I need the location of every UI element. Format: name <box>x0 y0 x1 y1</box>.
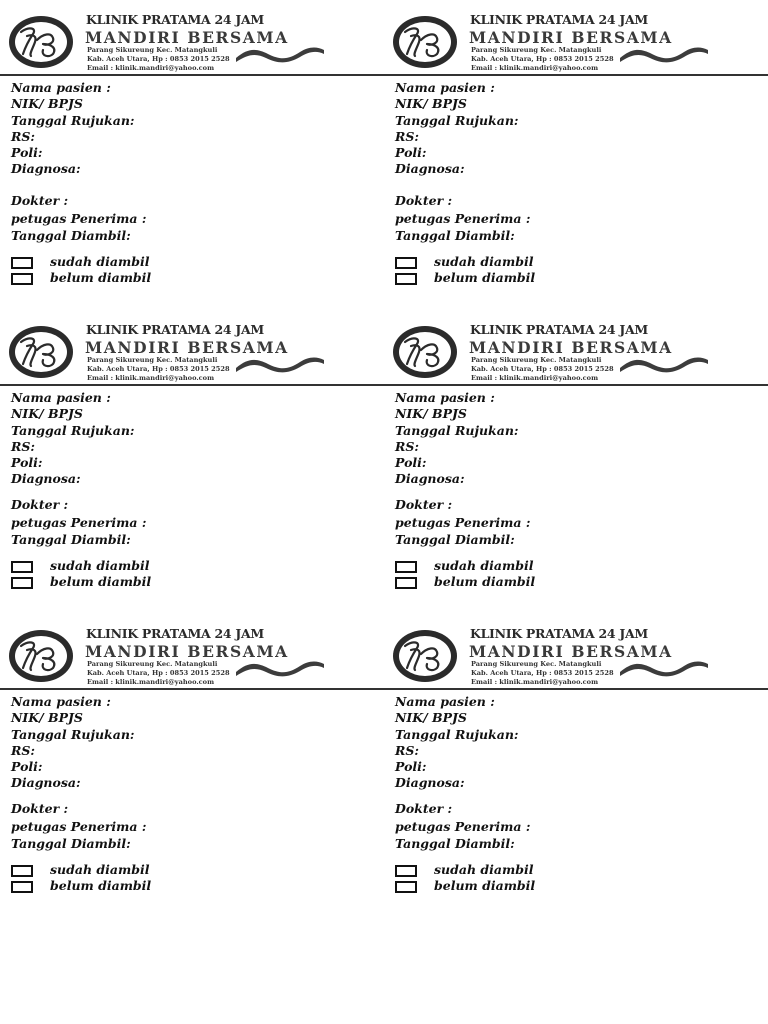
wave-decoration-icon <box>618 658 710 678</box>
contact-line: Kab. Aceh Utara, Hp : 0853 2015 2528 <box>471 669 614 677</box>
field-diagnosa[interactable]: Diagnosa: <box>395 161 465 176</box>
header-divider <box>0 74 384 76</box>
field-tanggal-rujukan[interactable]: Tanggal Rujukan: <box>11 423 135 438</box>
checkbox-belum-diambil[interactable] <box>395 881 417 893</box>
email-line: Email : klinik.mandiri@yahoo.com <box>471 64 599 72</box>
contact-line: Kab. Aceh Utara, Hp : 0853 2015 2528 <box>471 365 614 373</box>
field-petugas-penerima[interactable]: petugas Penerima : <box>395 211 531 226</box>
field-nik-bpjs[interactable]: NIK/ BPJS <box>11 406 83 421</box>
clinic-name: MANDIRI BERSAMA <box>85 642 289 661</box>
clinic-title: KLINIK PRATAMA 24 JAM <box>470 322 648 337</box>
label-sudah-diambil: sudah diambil <box>50 862 150 877</box>
field-poli[interactable]: Poli: <box>395 455 427 470</box>
wave-decoration-icon <box>618 354 710 374</box>
clinic-title: KLINIK PRATAMA 24 JAM <box>470 12 648 27</box>
address-line: Parang Sikureung Kec. Matangkuli <box>471 356 602 364</box>
field-dokter[interactable]: Dokter : <box>11 801 69 816</box>
label-belum-diambil: belum diambil <box>50 574 152 589</box>
field-diagnosa[interactable]: Diagnosa: <box>11 471 81 486</box>
field-petugas-penerima[interactable]: petugas Penerima : <box>11 211 147 226</box>
checkbox-sudah-diambil[interactable] <box>11 257 33 269</box>
header-divider <box>384 384 768 386</box>
clinic-title: KLINIK PRATAMA 24 JAM <box>470 626 648 641</box>
field-nama-pasien[interactable]: Nama pasien : <box>11 694 111 709</box>
field-tanggal-diambil[interactable]: Tanggal Diambil: <box>11 228 131 243</box>
address-line: Parang Sikureung Kec. Matangkuli <box>87 356 218 364</box>
clinic-header <box>0 0 384 74</box>
field-nik-bpjs[interactable]: NIK/ BPJS <box>11 710 83 725</box>
field-tanggal-rujukan[interactable]: Tanggal Rujukan: <box>395 727 519 742</box>
clinic-name: MANDIRI BERSAMA <box>85 338 289 357</box>
field-diagnosa[interactable]: Diagnosa: <box>11 775 81 790</box>
field-nama-pasien[interactable]: Nama pasien : <box>11 80 111 95</box>
checkbox-sudah-diambil[interactable] <box>11 865 33 877</box>
referral-card <box>0 310 384 614</box>
checkbox-belum-diambil[interactable] <box>11 881 33 893</box>
field-tanggal-rujukan[interactable]: Tanggal Rujukan: <box>11 113 135 128</box>
email-line: Email : klinik.mandiri@yahoo.com <box>87 678 215 686</box>
field-tanggal-rujukan[interactable]: Tanggal Rujukan: <box>395 423 519 438</box>
contact-line: Kab. Aceh Utara, Hp : 0853 2015 2528 <box>87 669 230 677</box>
label-sudah-diambil: sudah diambil <box>434 862 534 877</box>
field-dokter[interactable]: Dokter : <box>395 193 453 208</box>
field-tanggal-diambil[interactable]: Tanggal Diambil: <box>395 228 515 243</box>
header-divider <box>0 384 384 386</box>
email-line: Email : klinik.mandiri@yahoo.com <box>87 64 215 72</box>
field-poli[interactable]: Poli: <box>11 145 43 160</box>
address-line: Parang Sikureung Kec. Matangkuli <box>471 660 602 668</box>
field-tanggal-rujukan[interactable]: Tanggal Rujukan: <box>11 727 135 742</box>
field-poli[interactable]: Poli: <box>11 455 43 470</box>
clinic-logo-icon <box>391 14 459 70</box>
label-belum-diambil: belum diambil <box>50 270 152 285</box>
clinic-title: KLINIK PRATAMA 24 JAM <box>86 322 264 337</box>
field-tanggal-diambil[interactable]: Tanggal Diambil: <box>11 532 131 547</box>
field-petugas-penerima[interactable]: petugas Penerima : <box>11 819 147 834</box>
referral-card <box>0 614 384 918</box>
clinic-header <box>0 310 384 384</box>
header-divider <box>384 688 768 690</box>
clinic-logo-icon <box>7 14 75 70</box>
clinic-logo-icon <box>7 628 75 684</box>
checkbox-sudah-diambil[interactable] <box>395 257 417 269</box>
clinic-header <box>384 310 768 384</box>
field-dokter[interactable]: Dokter : <box>395 801 453 816</box>
clinic-name: MANDIRI BERSAMA <box>469 338 673 357</box>
field-rs[interactable]: RS: <box>395 439 420 454</box>
field-dokter[interactable]: Dokter : <box>11 193 69 208</box>
field-rs[interactable]: RS: <box>11 439 36 454</box>
checkbox-belum-diambil[interactable] <box>11 273 33 285</box>
field-nik-bpjs[interactable]: NIK/ BPJS <box>395 710 467 725</box>
field-nik-bpjs[interactable]: NIK/ BPJS <box>395 406 467 421</box>
referral-card <box>0 0 384 304</box>
field-rs[interactable]: RS: <box>11 129 36 144</box>
contact-line: Kab. Aceh Utara, Hp : 0853 2015 2528 <box>87 55 230 63</box>
field-rs[interactable]: RS: <box>395 743 420 758</box>
clinic-logo-icon <box>7 324 75 380</box>
clinic-name: MANDIRI BERSAMA <box>85 28 289 47</box>
field-tanggal-rujukan[interactable]: Tanggal Rujukan: <box>395 113 519 128</box>
referral-card <box>384 0 768 304</box>
clinic-name: MANDIRI BERSAMA <box>469 642 673 661</box>
clinic-header <box>0 614 384 688</box>
referral-card <box>384 310 768 614</box>
field-nama-pasien[interactable]: Nama pasien : <box>395 390 495 405</box>
field-poli[interactable]: Poli: <box>395 759 427 774</box>
label-sudah-diambil: sudah diambil <box>50 254 150 269</box>
field-nama-pasien[interactable]: Nama pasien : <box>11 390 111 405</box>
clinic-header <box>384 614 768 688</box>
field-petugas-penerima[interactable]: petugas Penerima : <box>395 819 531 834</box>
wave-decoration-icon <box>618 44 710 64</box>
email-line: Email : klinik.mandiri@yahoo.com <box>471 678 599 686</box>
field-dokter[interactable]: Dokter : <box>395 497 453 512</box>
field-petugas-penerima[interactable]: petugas Penerima : <box>395 515 531 530</box>
field-diagnosa[interactable]: Diagnosa: <box>11 161 81 176</box>
field-dokter[interactable]: Dokter : <box>11 497 69 512</box>
referral-card <box>384 614 768 918</box>
field-petugas-penerima[interactable]: petugas Penerima : <box>11 515 147 530</box>
header-divider <box>0 688 384 690</box>
field-poli[interactable]: Poli: <box>395 145 427 160</box>
contact-line: Kab. Aceh Utara, Hp : 0853 2015 2528 <box>87 365 230 373</box>
checkbox-sudah-diambil[interactable] <box>11 561 33 573</box>
checkbox-belum-diambil[interactable] <box>395 577 417 589</box>
address-line: Parang Sikureung Kec. Matangkuli <box>87 46 218 54</box>
header-divider <box>384 74 768 76</box>
field-nama-pasien[interactable]: Nama pasien : <box>395 694 495 709</box>
clinic-header <box>384 0 768 74</box>
label-sudah-diambil: sudah diambil <box>50 558 150 573</box>
clinic-logo-icon <box>391 628 459 684</box>
address-line: Parang Sikureung Kec. Matangkuli <box>87 660 218 668</box>
label-belum-diambil: belum diambil <box>434 270 536 285</box>
checkbox-sudah-diambil[interactable] <box>395 865 417 877</box>
field-diagnosa[interactable]: Diagnosa: <box>395 471 465 486</box>
field-rs[interactable]: RS: <box>11 743 36 758</box>
checkbox-belum-diambil[interactable] <box>395 273 417 285</box>
address-line: Parang Sikureung Kec. Matangkuli <box>471 46 602 54</box>
checkbox-belum-diambil[interactable] <box>11 577 33 589</box>
wave-decoration-icon <box>234 354 326 374</box>
email-line: Email : klinik.mandiri@yahoo.com <box>87 374 215 382</box>
clinic-name: MANDIRI BERSAMA <box>469 28 673 47</box>
field-tanggal-diambil[interactable]: Tanggal Diambil: <box>395 836 515 851</box>
field-tanggal-diambil[interactable]: Tanggal Diambil: <box>395 532 515 547</box>
field-tanggal-diambil[interactable]: Tanggal Diambil: <box>11 836 131 851</box>
label-sudah-diambil: sudah diambil <box>434 254 534 269</box>
clinic-logo-icon <box>391 324 459 380</box>
wave-decoration-icon <box>234 658 326 678</box>
wave-decoration-icon <box>234 44 326 64</box>
field-nik-bpjs[interactable]: NIK/ BPJS <box>395 96 467 111</box>
field-diagnosa[interactable]: Diagnosa: <box>395 775 465 790</box>
contact-line: Kab. Aceh Utara, Hp : 0853 2015 2528 <box>471 55 614 63</box>
clinic-title: KLINIK PRATAMA 24 JAM <box>86 626 264 641</box>
label-belum-diambil: belum diambil <box>434 878 536 893</box>
field-poli[interactable]: Poli: <box>11 759 43 774</box>
clinic-title: KLINIK PRATAMA 24 JAM <box>86 12 264 27</box>
checkbox-sudah-diambil[interactable] <box>395 561 417 573</box>
label-sudah-diambil: sudah diambil <box>434 558 534 573</box>
field-nama-pasien[interactable]: Nama pasien : <box>395 80 495 95</box>
label-belum-diambil: belum diambil <box>50 878 152 893</box>
label-belum-diambil: belum diambil <box>434 574 536 589</box>
field-rs[interactable]: RS: <box>395 129 420 144</box>
email-line: Email : klinik.mandiri@yahoo.com <box>471 374 599 382</box>
field-nik-bpjs[interactable]: NIK/ BPJS <box>11 96 83 111</box>
